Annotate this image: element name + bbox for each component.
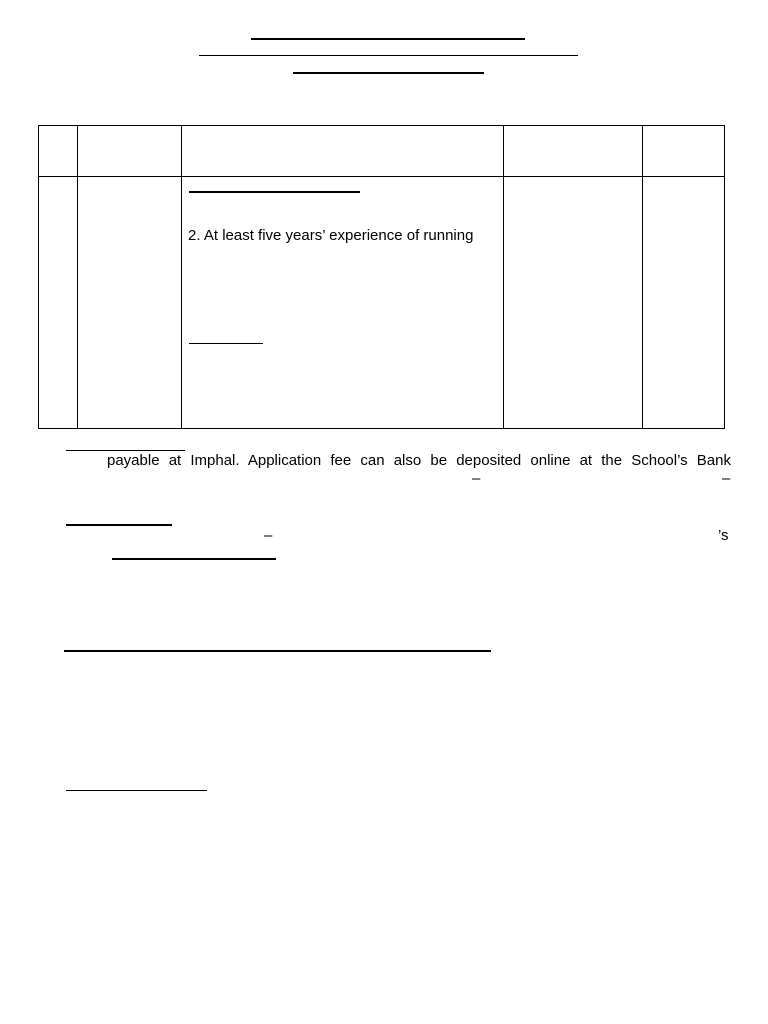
submission-heading-underline [66,524,172,526]
submission-dash: – [264,527,273,544]
fee-dash-2: – [722,470,731,487]
fee-heading-underline [66,450,185,451]
submission-address-underline [112,558,276,560]
header-title-line-2 [199,55,578,56]
fee-paragraph-line-1: payable at Imphal. Application fee can also be deposited online at the School’s Bank [107,452,731,469]
eligibility-item-2: 2. At least five years’ experience of running [188,227,474,244]
closing-heading-underline [66,790,207,791]
cell-subheading-underline [189,343,263,344]
table-col-divider-1 [77,126,78,428]
header-title-line-3 [293,72,484,74]
section-heading-underline [64,650,491,652]
submission-possessive: ’s [718,527,729,544]
table-header-separator [39,176,724,177]
fee-dash-1: – [472,470,481,487]
table-col-divider-3 [503,126,504,428]
table-col-divider-4 [642,126,643,428]
table-col-divider-2 [181,126,182,428]
cell-heading-underline [189,191,360,193]
header-title-line-1 [251,38,525,40]
eligibility-table [38,125,725,429]
